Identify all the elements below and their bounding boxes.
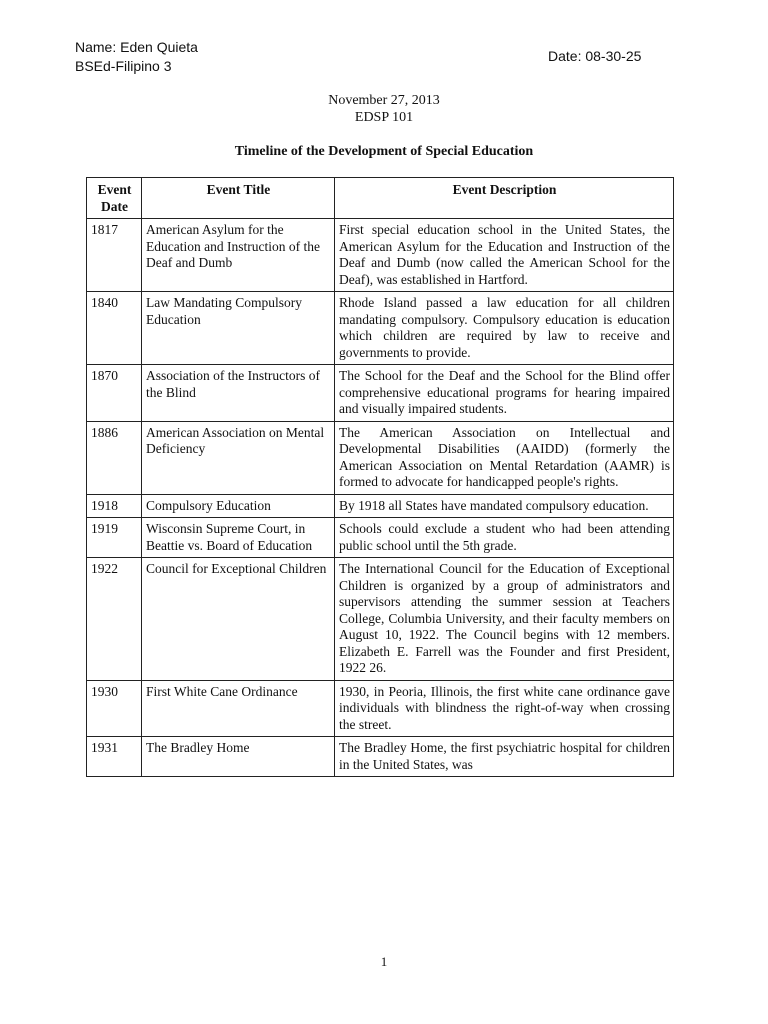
header-event-date: Event Date (87, 178, 142, 219)
event-title: American Asylum for the Education and Instruction of the Deaf and Dumb (142, 219, 335, 292)
table-row (87, 365, 674, 422)
event-date: 1930 (87, 680, 142, 737)
student-name: Name: Eden Quieta (75, 39, 198, 55)
event-title: Law Mandating Compulsory Education (142, 292, 335, 365)
course-code: EDSP 101 (354, 110, 414, 125)
table-row (87, 219, 674, 292)
event-description: Schools could exclude a student who had been attending public school until the 5th grade. (335, 518, 674, 558)
timeline-table (86, 177, 674, 777)
event-title: Wisconsin Supreme Court, in Beattie vs. Board of Education (142, 518, 335, 558)
header-event-title: Event Title (142, 178, 335, 219)
event-date: 1931 (87, 737, 142, 777)
event-description: Rhode Island passed a law education for all children mandating compulsory. Compulsory education is education which children are required by law to receive and governments to provide. (335, 292, 674, 365)
table-row (87, 494, 674, 518)
event-description: 1930, in Peoria, Illinois, the first white cane ordinance gave individuals with blindness the right-of-way when crossing the street. (335, 680, 674, 737)
event-date: 1918 (87, 494, 142, 518)
event-description: First special education school in the United States, the American Asylum for the Education and Instruction of the Deaf and Dumb (now called the American School for the Deaf), was established in Hartford. (335, 219, 674, 292)
event-description: The American Association on Intellectual and Developmental Disabilities (AAIDD) (formerly the American Association on Mental Retardation (AAMR) is formed to advocate for handicapped people's rights. (335, 421, 674, 494)
event-title: Council for Exceptional Children (142, 558, 335, 681)
table-row (87, 518, 674, 558)
document-date: November 27, 2013 (328, 93, 440, 108)
event-date: 1919 (87, 518, 142, 558)
event-title: Compulsory Education (142, 494, 335, 518)
header-event-description: Event Description (335, 178, 674, 219)
page-number: 1 (380, 954, 388, 969)
table-row (87, 680, 674, 737)
event-date: 1870 (87, 365, 142, 422)
student-course: BSEd-Filipino 3 (75, 58, 172, 74)
event-description: The School for the Deaf and the School for the Blind offer comprehensive educational programs for hearing impaired and visually impaired students. (335, 365, 674, 422)
event-date: 1886 (87, 421, 142, 494)
document-title: Timeline of the Development of Special Education (234, 144, 534, 159)
event-title: American Association on Mental Deficiency (142, 421, 335, 494)
event-description: The Bradley Home, the first psychiatric hospital for children in the United States, was (335, 737, 674, 777)
event-date: 1817 (87, 219, 142, 292)
event-title: First White Cane Ordinance (142, 680, 335, 737)
table-row (87, 421, 674, 494)
submission-date: Date: 08-30-25 (548, 48, 642, 64)
table-row (87, 292, 674, 365)
event-date: 1840 (87, 292, 142, 365)
event-description: The International Council for the Education of Exceptional Children is organized by a group of administrators and supervisors attending the summer session at Teachers College, Columbia University, and their faculty members on August 10, 1922. The Council begins with 12 members. Elizabeth E. Farrell was the Founder and first President, 1922 26. (335, 558, 674, 681)
table-row (87, 737, 674, 777)
event-title: The Bradley Home (142, 737, 335, 777)
event-description: By 1918 all States have mandated compulsory education. (335, 494, 674, 518)
event-date: 1922 (87, 558, 142, 681)
table-header-row (87, 178, 674, 219)
event-title: Association of the Instructors of the Blind (142, 365, 335, 422)
table-row (87, 558, 674, 681)
